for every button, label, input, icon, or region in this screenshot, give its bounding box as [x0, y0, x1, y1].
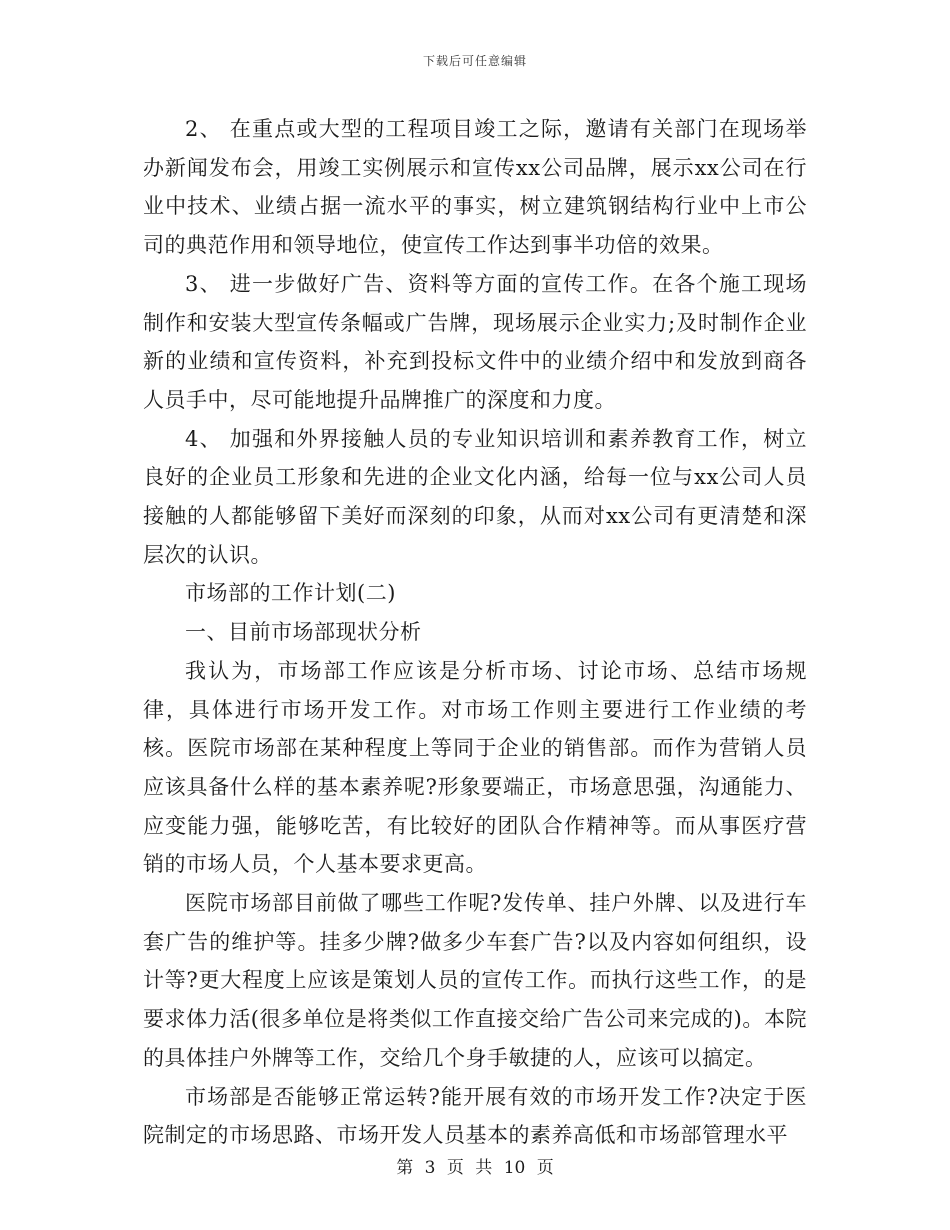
page-footer: 第 3 页 共 10 页 [396, 1158, 554, 1178]
section-subheading: 一、目前市场部现状分析 [185, 620, 422, 645]
paragraph-item-2: 2、 在重点或大型的工程项目竣工之际，邀请有关部门在现场举办新闻发布会，用竣工实例展示和宣传xx公司品牌，展示xx公司在行业中技术、业绩占据一流水平的事实，树立建筑钢结构行业中上市公司的典范作用和领导地位，使宣传工作达到事半功倍的效果。 [143, 117, 807, 258]
page-header: 下载后可任意编辑 [422, 54, 527, 68]
paragraph-current-work: 医院市场部目前做了哪些工作呢?发传单、挂户外牌、以及进行车套广告的维护等。挂多少牌?做多少车套广告?以及内容如何组织，设计等?更大程度上应该是策划人员的宣传工作。而执行这些工作，的是要求体力活(很多单位是将类似工作直接交给广告公司来完成的)。本院的具体挂户外牌等工作，交给几个身手敏捷的人，应该可以搞定。 [143, 891, 807, 1070]
paragraph-analysis: 我认为，市场部工作应该是分析市场、讨论市场、总结市场规律，具体进行市场开发工作。对市场工作则主要进行工作业绩的考核。医院市场部在某种程度上等同于企业的销售部。而作为营销人员应该具备什么样的基本素养呢?形象要端正，市场意思强，沟通能力、应变能力强，能够吃苦，有比较好的团队合作精神等。而从事医疗营销的市场人员，个人基本要求更高。 [143, 658, 807, 877]
section-title: 市场部的工作计划(二) [185, 581, 396, 606]
paragraph-operation: 市场部是否能够正常运转?能开展有效的市场开发工作?决定于医院制定的市场思路、市场开发人员基本的素养高低和市场部管理水平 [143, 1084, 807, 1148]
document-body [143, 110, 807, 1155]
paragraph-item-4: 4、 加强和外界接触人员的专业知识培训和素养教育工作，树立良好的企业员工形象和先进的企业文化内涵，给每一位与xx公司人员接触的人都能够留下美好而深刻的印象，从而对xx公司有更清楚和深层次的认识。 [143, 426, 807, 567]
paragraph-item-3: 3、 进一步做好广告、资料等方面的宣传工作。在各个施工现场制作和安装大型宣传条幅或广告牌，现场展示企业实力;及时制作企业新的业绩和宣传资料，补充到投标文件中的业绩介绍中和发放到商各人员手中，尽可能地提升品牌推广的深度和力度。 [143, 271, 807, 412]
